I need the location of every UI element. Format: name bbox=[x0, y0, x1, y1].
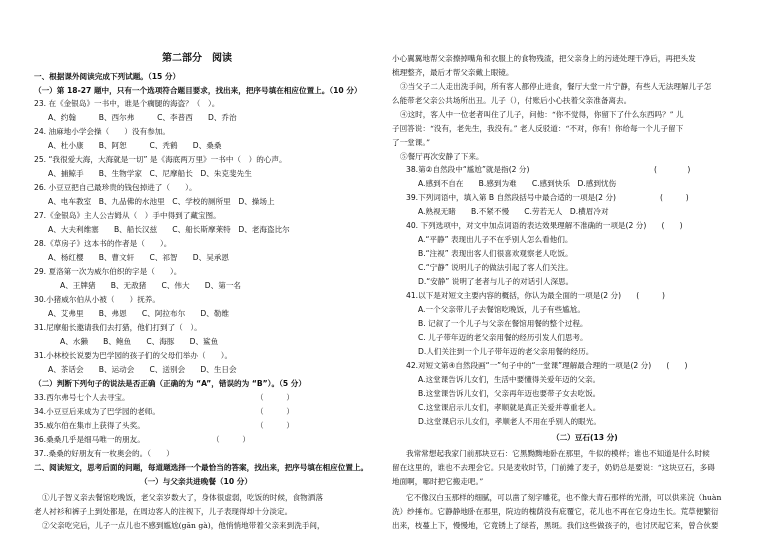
right-text-line: A.“平静” 表现出儿子不在乎别人怎么看他们。 bbox=[418, 235, 573, 244]
right-text-line: （二）豆石(13 分) bbox=[552, 433, 618, 442]
left-text-line: （ ） bbox=[212, 435, 250, 444]
left-text-line: A、茶话会 B、运动会 C、送别会 D、生日会 bbox=[48, 365, 237, 374]
right-text-line: 洗）纱捶布。它静静地卧在那里，院边的槐荫没有庇覆它，花儿也不再在它身边生长。荒草便繁衍 bbox=[392, 507, 719, 516]
left-text-line: 24. 油麻地小学会操（ ）没有参加。 bbox=[34, 127, 170, 136]
left-text-line: 31.尼摩船长邀请我们去打猎，他们打到了（ ）。 bbox=[34, 323, 202, 332]
left-text-line: A、水獭 B、鲍鱼 C、海豚 D、鲨鱼 bbox=[60, 337, 219, 346]
left-text-line: 26. 小豆豆把自己最珍贵的钱包掉进了（ ）。 bbox=[34, 183, 197, 192]
right-text-line: ⑤餐厅再次安静了下来。 bbox=[400, 152, 484, 161]
left-text-line: 第二部分 阅读 bbox=[162, 53, 232, 64]
right-text-line: 40. 下列选项中，对文中加点词语的表达效果理解不准确的一项是(2 分) ( ) bbox=[406, 221, 683, 230]
left-column bbox=[34, 0, 372, 551]
right-text-line: C.这堂课启示儿女们，孝顺就是真正关爱并尊重老人。 bbox=[418, 403, 601, 412]
left-text-line: 25. “我很爱大海，大海就是一切” 是《海底两万里》一书中（ ）的心声。 bbox=[34, 155, 287, 164]
right-text-line: A.一个父亲带儿子去餐馆吃晚饭，儿子有些尴尬。 bbox=[418, 305, 585, 314]
right-text-line: D.“安静” 说明了老者与儿子的对话引人深思。 bbox=[418, 277, 574, 286]
right-text-line: B. 记叙了一个儿子与父亲在餐馆用餐的整个过程。 bbox=[418, 319, 588, 328]
left-text-line: 28.《草房子》这本书的作者是（ ）。 bbox=[34, 239, 172, 248]
left-text-line: A、杜小康 B、阿恕 C、秃鹤 D、桑桑 bbox=[48, 141, 222, 150]
left-text-line: 二、阅读短文，思考后面的问题，每道题选择一个最恰当的答案，找出来，把序号填在相应位置上。 bbox=[34, 463, 369, 472]
right-text-line: B.“注视” 表现出客人们很喜欢观察老人吃饭。 bbox=[418, 249, 573, 258]
right-text-line: 么能带老父亲公共场所出丑。儿子（），付账后小心扶着父亲准备离去。 bbox=[392, 96, 632, 105]
left-text-line: 一、根据课外阅读完成下列试题。（15 分） bbox=[34, 72, 181, 81]
left-text-line: （一）与父亲共进晚餐（10 分） bbox=[140, 477, 252, 486]
right-text-line: 了一堂课。” bbox=[392, 138, 431, 147]
left-text-line: 老人衬衫和裤子上到处都是，在周边客人的注视下，儿子表现得却十分淡定。 bbox=[34, 507, 293, 516]
right-text-line: 我常常想起我家门前那块豆石：它黑黝黝地卧在那里，牛似的模样；谁也不知道是什么时候 bbox=[406, 449, 710, 458]
left-text-line: （ ） bbox=[256, 407, 294, 416]
right-text-line: ( ) bbox=[660, 193, 689, 202]
left-text-line: A、电车教室 B、九品佛的水池里 C、学校的厕所里 D、操场上 bbox=[48, 197, 275, 206]
right-text-line: 梳理整齐，最后才帮父亲戴上眼镜。 bbox=[392, 68, 514, 77]
right-text-line: ④这时，客人中一位老者叫住了儿子，问他：“你不觉得，你留下了什么东西吗？” 儿 bbox=[400, 110, 684, 119]
left-text-line: 35.威尔伯在集市上获得了头奖。 bbox=[34, 421, 145, 430]
right-text-line: C.“宁静” 说明儿子的做法引起了客人们关注。 bbox=[418, 263, 573, 272]
right-text-line: 42.对短文第④自然段画“一”句子中的“一堂课”理解最合理的一项是(2 分) ( ) bbox=[406, 361, 688, 370]
right-text-line: A.这堂课告诉儿女们，生活中要懂得关爱年迈的父亲。 bbox=[418, 375, 601, 384]
left-text-line: ①儿子智义亲去餐馆吃晚饭，老父亲岁数大了，身体很虚弱，吃饭的时候，食物洒落 bbox=[42, 493, 323, 502]
right-column bbox=[392, 0, 746, 551]
left-text-line: （ ） bbox=[256, 421, 294, 430]
right-text-line: 41.以下是对短文主要内容的概括，你认为最全面的一项是(2 分) ( ) bbox=[406, 291, 665, 300]
left-text-line: A、约翰 B、西尔弗 C、李普西 D、乔治 bbox=[48, 113, 237, 122]
right-text-line: 小心翼翼地帮父亲擦掉嘴角和衣服上的食物残渣，把父亲身上的污迹处理干净后，再把头发 bbox=[392, 54, 696, 63]
right-text-line: 子回答说：“没有，老先生，我没有。” 老人反驳道：“不对，你有！你给每一个儿子留下 bbox=[392, 124, 684, 133]
left-text-line: ②父亲吃完后，儿子一点儿也不感到尴尬(gān gà)，他悄悄地带着父亲来到洗手间， bbox=[42, 521, 325, 530]
left-text-line: 31.小林校长说要为巴学园的孩子们的父母们举办（ ）。 bbox=[34, 351, 233, 360]
right-text-line: D.这堂课启示儿女们，孝顺老人不用在乎别人的眼光。 bbox=[418, 417, 601, 426]
right-text-line: 它不像汉白玉那样的细腻，可以凿了刻字雕花，也不像大青石那样的光滑，可以供来浣（huàn bbox=[406, 493, 722, 502]
right-text-line: D.人们关注到一个儿子带年迈的老父亲用餐的经历。 bbox=[418, 347, 594, 356]
left-text-line: A、大夫利维塞 B、船长汉兹 C、船长斯摩莱特 D、老海盗比尔 bbox=[48, 225, 290, 234]
right-text-line: A.熟视无睹 B.不紧不慢 C.劳若无人 D.横眉冷对 bbox=[418, 207, 609, 216]
left-text-line: 23. 在《金银岛》一书中，谁是个瘸腿的海盗？（ ）。 bbox=[34, 99, 220, 108]
right-text-line: 地面啊，哪时把它搬走吧。” bbox=[392, 477, 484, 486]
left-text-line: 37..桑桑的好朋友有一枚奥会的。（ ） bbox=[34, 449, 174, 458]
right-text-line: 39.下列词语中，填入第 B 自然段括号中最合适的一项是(2 分) bbox=[406, 193, 616, 202]
left-text-line: 29. 夏洛第一次为威尔伯织的字是（ ）。 bbox=[34, 267, 182, 276]
right-text-line: A.感到不自在 B.感到为难 C.感到快乐 D.感到忧伤 bbox=[418, 179, 617, 188]
left-text-line: 27.《金银岛》主人公吉姆从（ ）手中得到了藏宝图。 bbox=[34, 211, 221, 220]
left-text-line: A、王牌猪 B、无敌猪 C、伟大 D、第一名 bbox=[60, 281, 242, 290]
right-text-line: 38.第②自然段中“尴尬”就是指(2 分) bbox=[406, 165, 530, 174]
left-text-line: 36.桑桑几乎是细马唯一的朋友。 bbox=[34, 435, 145, 444]
left-text-line: 30.小猪威尔伯从小被（ ）抚养。 bbox=[34, 295, 160, 304]
right-text-line: ( ) bbox=[654, 165, 691, 174]
left-text-line: A、杨红樱 B、曹文轩 C、祁智 D、吴承恩 bbox=[48, 253, 230, 262]
right-text-line: 留在这里的，谁也不去理会它。只是麦收时节，门前摊了麦子，奶奶总是要说：“这块豆石，多碍 bbox=[392, 463, 715, 472]
right-text-line: C. 儿子带年迈的老父亲用餐的经历引发人们思考。 bbox=[418, 333, 588, 342]
right-text-line: B.这堂课告诉儿女们，父亲再年迈也要带子女去吃饭。 bbox=[418, 389, 601, 398]
left-text-line: 33.西尔弗号七个人去寻宝。 bbox=[34, 393, 130, 402]
left-text-line: A、艾弗里 B、弗恩 C、阿拉布尔 D、勒维 bbox=[48, 309, 230, 318]
right-text-line: ③当父子二人走出洗手间，所有客人都停止进食，餐厅大堂一片宁静，有些人无法理解儿子怎 bbox=[400, 82, 712, 91]
left-text-line: （一）第 18-27 题中，只有一个选项符合题目要求，找出来，把序号填在相应位置上。（10 分） bbox=[34, 86, 362, 95]
left-text-line: A、捕鲸手 B、生物学家 C、尼摩船长 D、朱克斐先生 bbox=[48, 169, 252, 178]
left-text-line: 34.小豆豆后来成为了巴学园的老师。 bbox=[34, 407, 160, 416]
left-text-line: （ ） bbox=[256, 393, 294, 402]
left-text-line: （二）判断下列句子的说法是否正确（正确的为 “A”，错误的为 “B”）。（5 分） bbox=[34, 379, 306, 388]
right-text-line: 出来，枝蔓上下，慢慢地，它竟锈上了绿苔，黑斑。我们这些做孩子的，也讨厌起它来，曾合伙要 bbox=[392, 521, 719, 530]
